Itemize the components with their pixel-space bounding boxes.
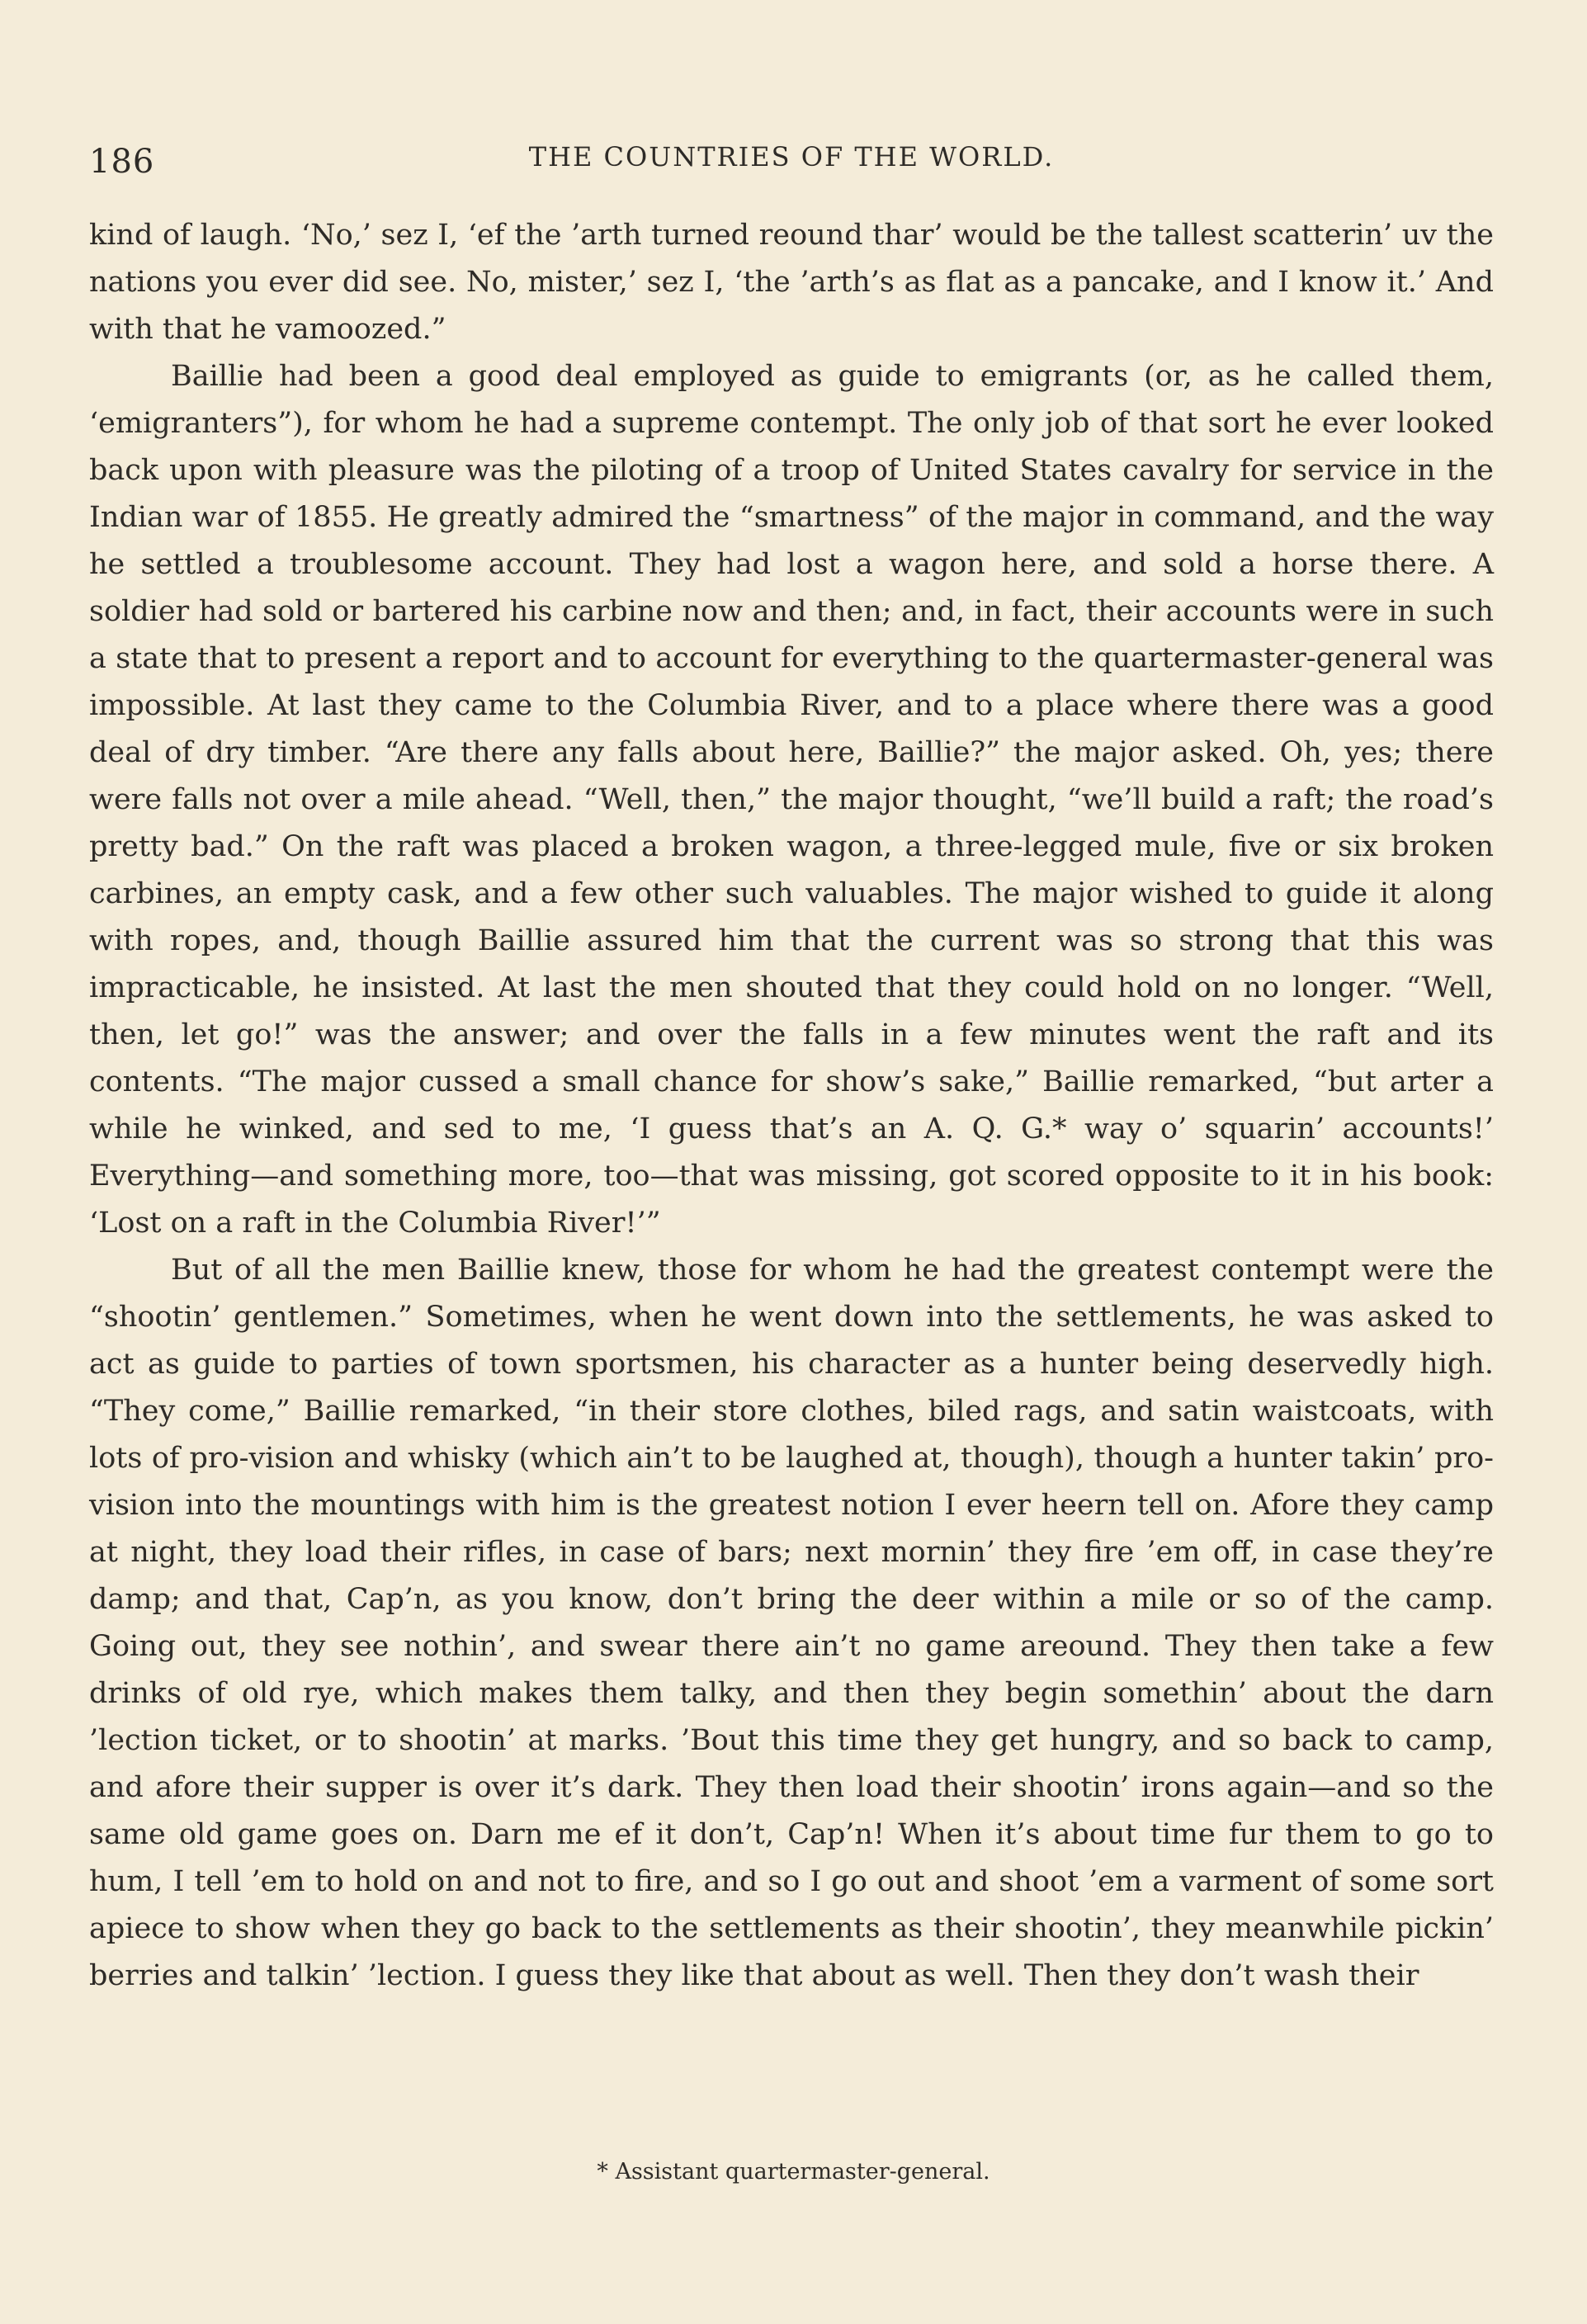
- footnote: * Assistant quartermaster-general.: [597, 2159, 990, 2185]
- page-header: [89, 136, 1494, 186]
- running-title: THE COUNTRIES OF THE WORLD.: [528, 141, 1055, 172]
- paragraph-baillie-guide: Baillie had been a good deal employed as guide to emigrants (or, as he called them, ‘emigranters”), for whom he had a supreme contempt. The only job of that sort he ever looked back upon with pleasure was the piloting of a troop of United States cavalry for service in the Indian war of 1855. He greatly admired the “smartness” of the major in command, and the way he settled a troublesome account. They had lost a wagon here, and sold a horse there. A soldier had sold or bartered his carbine now and then; and, in fact, their accounts were in such a state that to present a report and to account for everything to the quartermaster-general was impossible. At last they came to the Columbia River, and to a place where there was a good deal of dry timber. “Are there any falls about here, Baillie?” the major asked. Oh, yes; there were falls not over a mile ahead. “Well, then,” the major thought, “we’ll build a raft; the road’s pretty bad.” On the raft was placed a broken wagon, a three-legged mule, five or six broken carbines, an empty cask, and a few other such valuables. The major wished to guide it along with ropes, and, though Baillie assured him that the current was so strong that this was impracticable, he insisted. At last the men shouted that they could hold on no longer. “Well, then, let go!” was the answer; and over the falls in a few minutes went the raft and its contents. “The major cussed a small chance for show’s sake,” Baillie remarked, “but arter a while he winked, and sed to me, ‘I guess that’s an A. Q. G.* way o’ squarin’ accounts!’ Everything—and something more, too—that was missing, got scored opposite to it in his book: ‘Lost on a raft in the Columbia River!’”: [89, 360, 1494, 1240]
- page-number: 186: [89, 143, 155, 181]
- body-text: [89, 212, 1494, 2000]
- paragraph-shootin-gentlemen: But of all the men Baillie knew, those for whom he had the greatest contempt were the “shootin’ gentlemen.” Sometimes, when he went down into the settlements, he was asked to act as guide to parties of town sportsmen, his character as a hunter being deservedly high. “They come,” Baillie remarked, “in their store clothes, biled rags, and satin waistcoats, with lots of pro-vision and whisky (which ain’t to be laughed at, though), though a hunter takin’ pro-vision into the mountings with him is the greatest notion I ever heern tell on. Afore they camp at night, they load their rifles, in case of bars; next mornin’ they fire ’em off, in case they’re damp; and that, Cap’n, as you know, don’t bring the deer within a mile or so of the camp. Going out, they see nothin’, and swear there ain’t no game areound. They then take a few drinks of old rye, which makes them talky, and then they begin somethin’ about the darn ’lection ticket, or to shootin’ at marks. ’Bout this time they get hungry, and so back to camp, and afore their supper is over it’s dark. They then load their shootin’ irons again—and so the same old game goes on. Darn me ef it don’t, Cap’n! When it’s about time fur them to go to hum, I tell ’em to hold on and not to fire, and so I go out and shoot ’em a varment of some sort apiece to show when they go back to the settlements as their shootin’, they meanwhile pickin’ berries and talkin’ ’lection. I guess they like that about as well. Then they don’t wash their: [89, 1254, 1494, 1992]
- paragraph-continued: kind of laugh. ‘No,’ sez I, ‘ef the ’arth turned reound thar’ would be the tallest scatterin’ uv the nations you ever did see. No, mister,’ sez I, ‘the ’arth’s as flat as a pancake, and I know it.’ And with that he vamoozed.”: [89, 219, 1494, 346]
